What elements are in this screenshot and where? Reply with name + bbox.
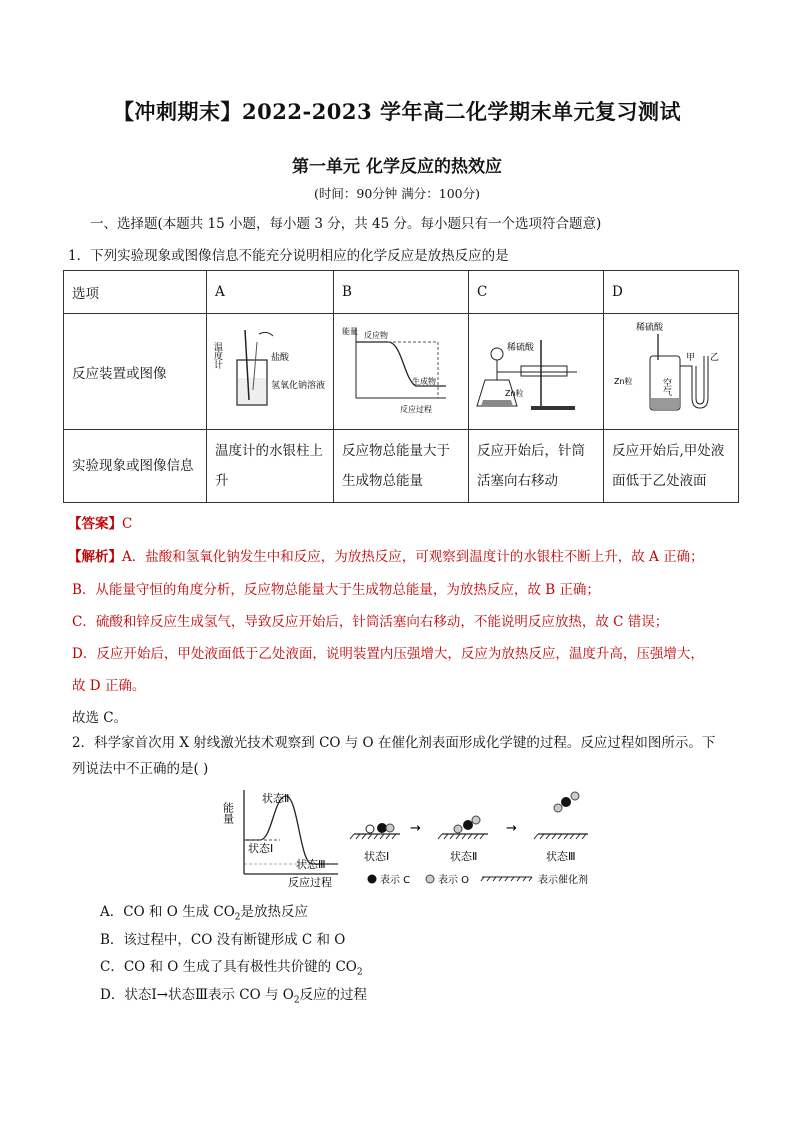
q2-reaction-figure	[220, 782, 640, 894]
label-reactant: 反应物	[364, 330, 388, 340]
figure-a-cell	[207, 314, 334, 430]
legend-catalyst: 表示催化剂	[538, 875, 588, 886]
figure-b-cell	[334, 314, 469, 430]
answer-label: 【答案】	[68, 516, 122, 532]
figure-c-cell	[469, 314, 604, 430]
table-cell: 反应开始后，针筒活塞向右移动	[469, 430, 604, 503]
q1-conclusion: 故选 C。	[72, 710, 128, 726]
figure-c-apparatus	[477, 320, 587, 420]
table-cell: B	[334, 271, 469, 314]
arrow-2: →	[506, 821, 517, 836]
option-c-sub: 2	[356, 967, 363, 978]
analysis-label: 【解析】	[68, 549, 122, 565]
table-cell: C	[469, 271, 604, 314]
option-a-sub: 2	[234, 912, 241, 923]
label-h2so4: 稀硫酸	[507, 342, 535, 353]
figure-a-apparatus	[212, 320, 326, 420]
option-d-sub: 2	[293, 995, 300, 1006]
q1-analysis-line-3: C．硫酸和锌反应生成氢气，导致反应开始后，针筒活塞向右移动，不能说明反应放热，故 C 错误；	[72, 614, 669, 630]
option-c-text: C．CO 和 O 生成了具有极性共价键的 CO	[100, 959, 357, 975]
q2-option-b[interactable]: B．该过程中，CO 没有断键形成 C 和 O	[100, 932, 346, 948]
q2-stem-line-2: 列说法中不正确的是( )	[72, 761, 209, 777]
unit-title: 第一单元 化学反应的热效应	[292, 157, 502, 177]
label-energy: 能量	[342, 326, 358, 336]
legend-c-marker	[368, 875, 377, 884]
label-state1-curve: 状态Ⅰ	[248, 842, 274, 855]
label-state2-curve: 状态Ⅱ	[262, 792, 290, 805]
time-info: (时间：90分钟 满分：100分)	[314, 186, 480, 201]
label-h2so4-d: 稀硫酸	[636, 322, 664, 333]
label-state3: 状态Ⅲ	[546, 850, 576, 863]
label-jia: 甲	[686, 352, 696, 363]
option-a-tail: 是放热反应	[240, 904, 309, 920]
table-cell: 反应装置或图像	[64, 314, 207, 430]
q2-option-a[interactable]	[100, 900, 308, 923]
table-cell: 选项	[64, 271, 207, 314]
q1-analysis-line-1	[68, 545, 704, 565]
label-state2: 状态Ⅱ	[450, 850, 478, 863]
q2-option-d[interactable]	[100, 983, 367, 1006]
table-cell: A	[207, 271, 334, 314]
label-thermometer: 温度计	[212, 341, 222, 369]
label-process: 反应过程	[400, 404, 432, 414]
label-yi: 乙	[710, 352, 720, 363]
q1-analysis-line-5: 故 D 正确。	[72, 678, 146, 694]
figure-b-energy-diagram	[342, 320, 452, 420]
q2-stem-line-1: 2．科学家首次用 X 射线激光技术观察到 CO 与 O 在催化剂表面形成化学键的过程。反应过程如图所示。下	[72, 735, 716, 751]
q2-option-c[interactable]	[100, 955, 363, 978]
table-cell: 实验现象或图像信息	[64, 430, 207, 503]
label-naoh: 氢氧化钠溶液	[271, 380, 326, 391]
legend-o-marker	[426, 875, 434, 883]
q1-table	[63, 270, 739, 503]
label-zn-d: Zn粒	[614, 376, 633, 386]
table-cell: 温度计的水银柱上升	[207, 430, 334, 503]
q1-analysis-line-4: D．反应开始后，甲处液面低于乙处液面，说明装置内压强增大，反应为放热反应，温度升高，压强增大，	[72, 646, 704, 662]
label-zn: Zn粒	[505, 388, 524, 398]
legend-c: 表示 C	[380, 875, 411, 886]
option-d-tail: 反应的过程	[299, 987, 368, 1003]
figure-d-apparatus	[612, 320, 722, 420]
label-product: 生成物	[412, 376, 436, 386]
section-heading: 一、选择题(本题共 15 小题，每小题 3 分，共 45 分。每小题只有一个选项符合题意)	[90, 216, 602, 232]
option-a-text: A．CO 和 O 生成 CO	[100, 904, 235, 920]
arrow-1: →	[410, 821, 421, 836]
legend-o: 表示 O	[438, 875, 470, 886]
label-hcl: 盐酸	[271, 352, 290, 363]
label-air: 空气	[661, 377, 671, 396]
q1-stem: 1．下列实验现象或图像信息不能充分说明相应的化学反应是放热反应的是	[68, 248, 509, 264]
option-d-text: D．状态Ⅰ→状态Ⅲ表示 CO 与 O	[100, 987, 294, 1003]
analysis-text: A．盐酸和氢氧化钠发生中和反应，为放热反应，可观察到温度计的水银柱不断上升，故 A 正确；	[122, 549, 704, 565]
table-cell: 反应物总能量大于生成物总能量	[334, 430, 469, 503]
q1-analysis-line-2: B．从能量守恒的角度分析，反应物总能量大于生成物总能量，为放热反应，故 B 正确；	[72, 582, 600, 598]
table-cell: D	[604, 271, 739, 314]
label-process-q2: 反应过程	[288, 876, 332, 889]
q1-answer	[68, 512, 132, 532]
answer-value: C	[122, 516, 133, 532]
figure-d-cell	[604, 314, 739, 430]
page-title: 【冲刺期末】2022-2023 学年高二化学期末单元复习测试	[113, 99, 681, 124]
label-energy-q2: 能量	[221, 802, 235, 824]
label-state3-curve: 状态Ⅲ	[296, 858, 326, 871]
label-state1: 状态Ⅰ	[364, 850, 390, 863]
table-cell: 反应开始后,甲处液面低于乙处液面	[604, 430, 739, 503]
